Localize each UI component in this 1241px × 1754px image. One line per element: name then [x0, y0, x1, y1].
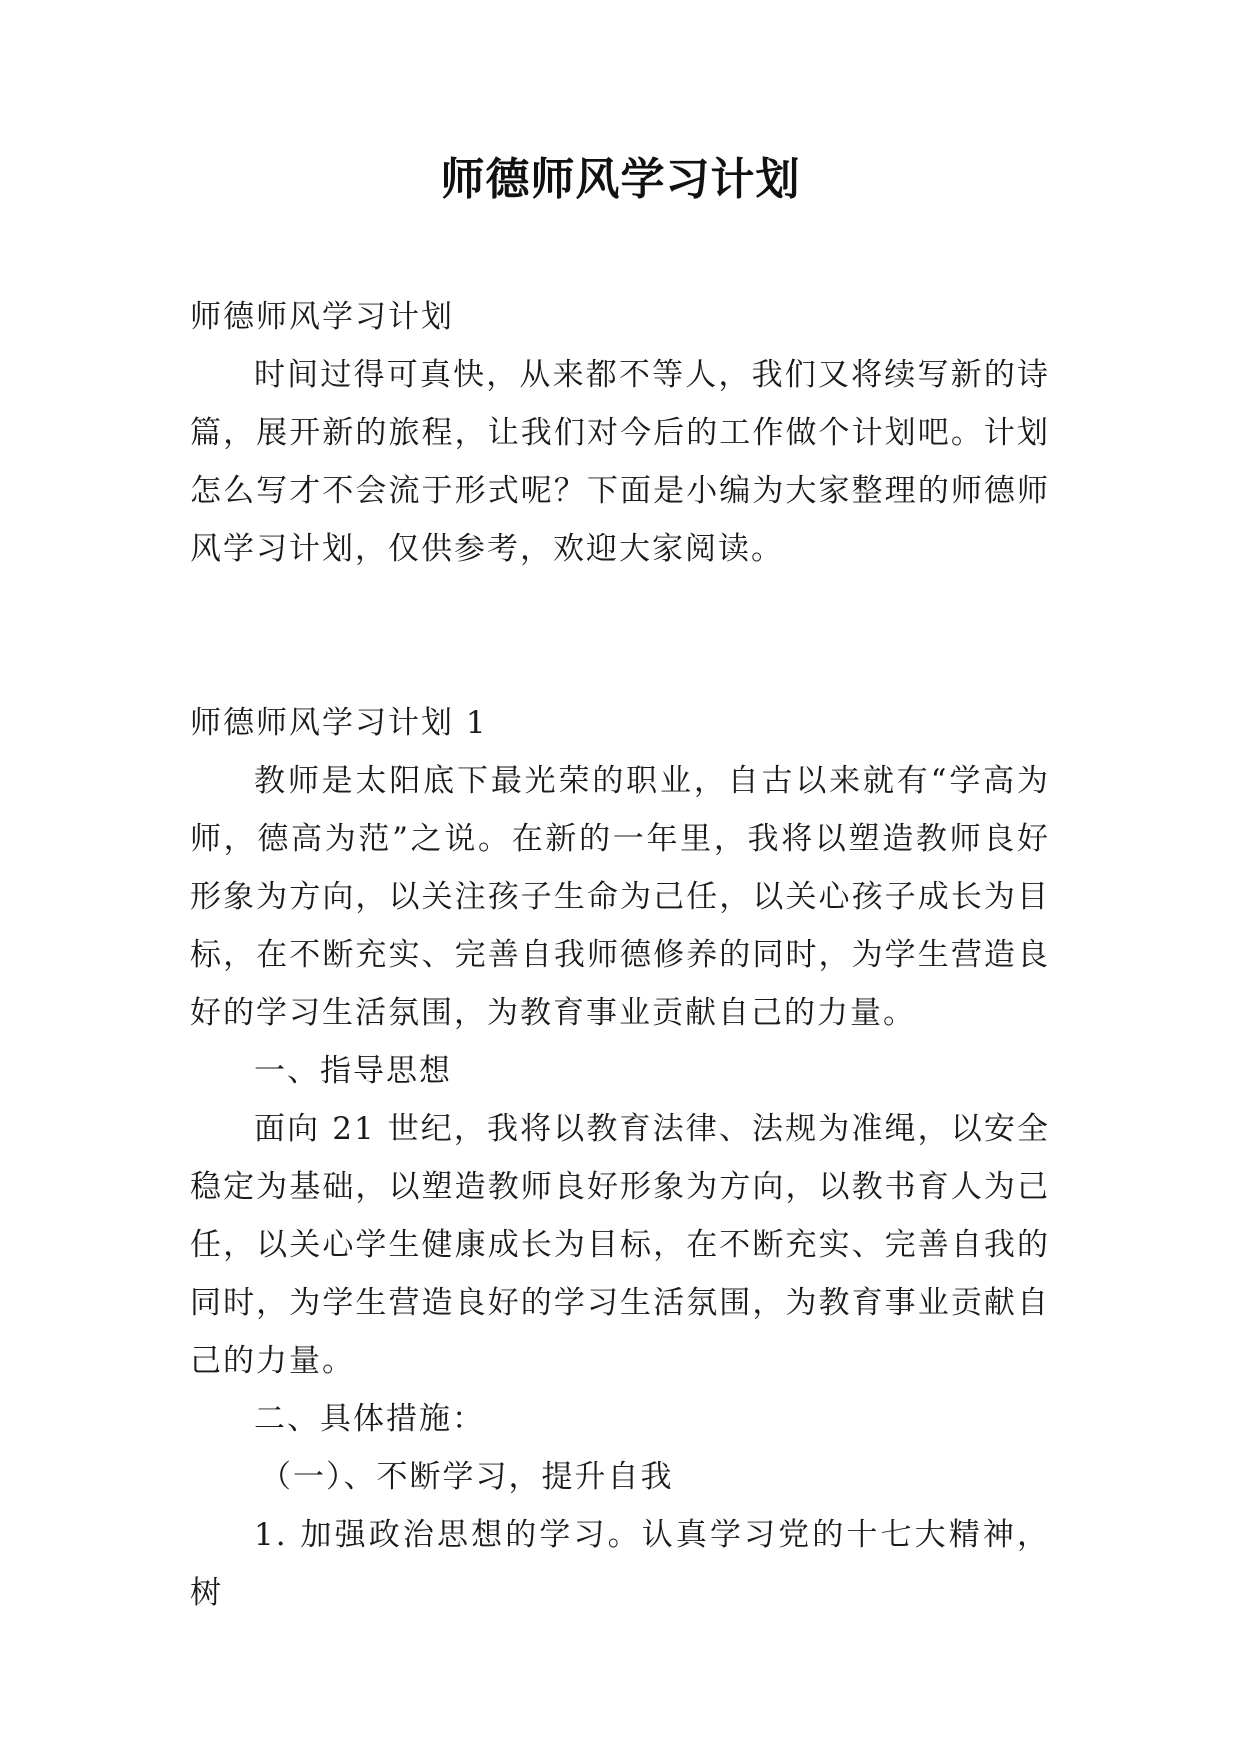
subheading-measures: 二、具体措施：	[254, 1401, 485, 1437]
section-heading: 师德师风学习计划	[190, 299, 454, 335]
document-body	[190, 288, 1050, 1622]
section-heading-1: 师德师风学习计划 1	[190, 705, 488, 741]
body-paragraph: 面向 21 世纪，我将以教育法律、法规为准绳，以安全稳定为基础，以塑造教师良好形象为方向，以教书育人为己任，以关心学生健康成长为目标，在不断充实、完善自我的同时，为学生营造良好的学习生活氛围，为教育事业贡献自己的力量。	[190, 1111, 1050, 1379]
list-item: 1. 加强政治思想的学习。认真学习党的十七大精神，树	[190, 1517, 1050, 1611]
document-title: 师德师风学习计划	[440, 154, 801, 205]
subheading-guiding-thought: 一、指导思想	[254, 1053, 452, 1089]
intro-paragraph: 时间过得可真快，从来都不等人，我们又将续写新的诗篇，展开新的旅程，让我们对今后的工作做个计划吧。计划怎么写才不会流于形式呢？下面是小编为大家整理的师德师风学习计划，仅供参考，欢迎大家阅读。	[190, 357, 1050, 567]
subheading-learning: （一）、不断学习，提升自我	[260, 1459, 674, 1495]
section-spacer	[190, 578, 1050, 694]
body-paragraph: 教师是太阳底下最光荣的职业，自古以来就有“学高为师，德高为范”之说。在新的一年里，我将以塑造教师良好形象为方向，以关注孩子生命为己任，以关心孩子成长为目标，在不断充实、完善自我师德修养的同时，为学生营造良好的学习生活氛围，为教育事业贡献自己的力量。	[190, 763, 1050, 1031]
